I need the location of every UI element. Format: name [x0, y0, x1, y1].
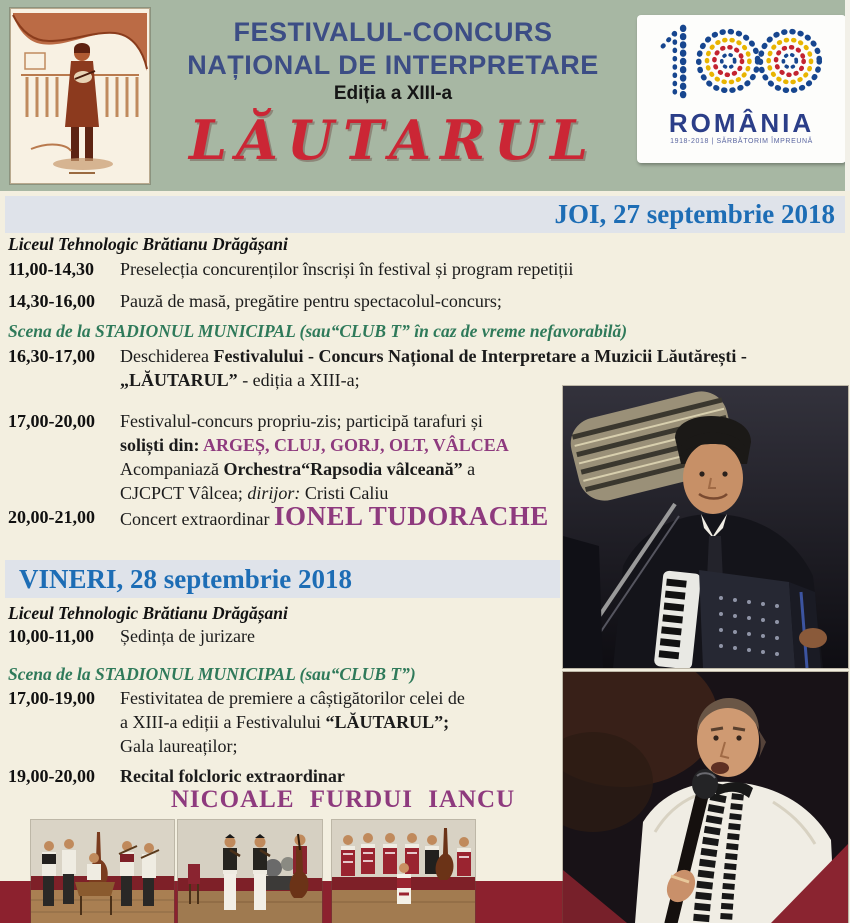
fiddler-engraving [10, 8, 150, 184]
day2-venue: Liceul Tehnologic Brătianu Drăgășani [8, 603, 288, 623]
day2-scene-heading: Scena de la STADIONUL MUNICIPAL (sau“CLUB T”) [8, 664, 416, 684]
title-line-1: FESTIVALUL-CONCURS [233, 17, 553, 47]
ensemble-photo-2 [178, 820, 322, 923]
text-segment: Orchestra“Rapsodia vâlceană” [223, 459, 463, 479]
row-time: 10,00-11,00 [8, 626, 95, 646]
text-segment: a XIII-a ediții a Festivalului [120, 712, 326, 732]
ensemble-photo-3 [332, 820, 475, 923]
ensemble-photo-1 [31, 820, 174, 923]
day1-scene-heading: Scena de la STADIONUL MUNICIPAL (sau“CLUB T” în caz de vreme nefavorabilă) [8, 321, 628, 341]
schedule-row [8, 409, 568, 505]
text-segment: CJCPCT Vâlcea; [120, 483, 248, 503]
text-segment: Gala laureaților; [120, 736, 238, 756]
logo-tagline: 1918-2018 | SĂRBĂTORIM ÎMPREUNĂ [670, 138, 813, 145]
text-segment: Festivalul-concurs propriu-zis; participă tarafuri și [120, 411, 483, 431]
text-segment: Deschiderea [120, 346, 214, 366]
edition-label: Ediția a XIII-a [333, 83, 453, 104]
performer-name: IONEL TUDORACHE [273, 501, 549, 531]
county-list: ARGEȘ, CLUJ, GORJ, OLT, VÂLCEA [203, 435, 509, 455]
performer-name: NICOALE FURDUI IANCU [170, 786, 516, 813]
schedule-row [8, 503, 549, 533]
row-time: 17,00-20,00 [8, 411, 95, 431]
dots-100-logo [642, 15, 842, 107]
schedule-row [8, 686, 565, 758]
schedule-row [8, 624, 255, 648]
row-time: 19,00-20,00 [8, 766, 95, 786]
day2-date-banner: VINERI, 28 septembrie 2018 [5, 560, 560, 598]
text-segment: Festivalului - Concurs Național de Interpretare a Muzicii Lăutărești - [213, 346, 747, 366]
row-description [120, 686, 565, 758]
row-description: Ședința de jurizare [120, 626, 255, 646]
romania-centenary-logo [637, 15, 846, 163]
text-segment: Cristi Caliu [300, 483, 389, 503]
schedule-row [8, 764, 345, 788]
row-time: 11,00-14,30 [8, 259, 95, 279]
text-segment: soliști din: [120, 435, 204, 455]
festival-name: LĂUTARUL [188, 108, 598, 172]
row-description [120, 409, 568, 505]
title-line-2: NAȚIONAL DE INTERPRETARE [187, 50, 599, 80]
row-description [120, 344, 840, 392]
row-time: 17,00-19,00 [8, 688, 95, 708]
text-segment: Festivitatea de premiere a câștigătorilor celei de [120, 688, 465, 708]
text-segment: “LĂUTARUL”; [325, 712, 450, 732]
row-description: Recital folcloric extraordinar [120, 766, 345, 786]
row-time: 20,00-21,00 [8, 507, 95, 527]
row-description: Pauză de masă, pregătire pentru spectacolul-concurs; [120, 291, 502, 311]
text-segment: a [462, 459, 476, 479]
singer-photo [563, 672, 848, 923]
logo-country-label: ROMÂNIA [668, 108, 815, 138]
row-description: Preselecția concurenților înscriși în festival și program repetiții [120, 259, 574, 279]
scan-edge [845, 0, 850, 191]
day1-date-banner: JOI, 27 septembrie 2018 [5, 196, 845, 233]
text-segment: Concert extraordinar [120, 509, 274, 529]
accordion-player-photo [563, 386, 848, 668]
text-segment: „LĂUTARUL” [120, 370, 238, 390]
row-description [120, 503, 549, 533]
text-segment: dirijor: [247, 483, 301, 503]
text-segment: Acompaniază [120, 459, 224, 479]
schedule-row [8, 257, 573, 281]
row-time: 16,30-17,00 [8, 346, 95, 366]
header-band [0, 0, 850, 191]
schedule-row [8, 344, 840, 392]
text-segment: - ediția a XIII-a; [237, 370, 360, 390]
day1-venue: Liceul Tehnologic Brătianu Drăgășani [8, 234, 288, 254]
title-block [150, 16, 636, 171]
schedule-row [8, 289, 502, 313]
row-time: 14,30-16,00 [8, 291, 95, 311]
